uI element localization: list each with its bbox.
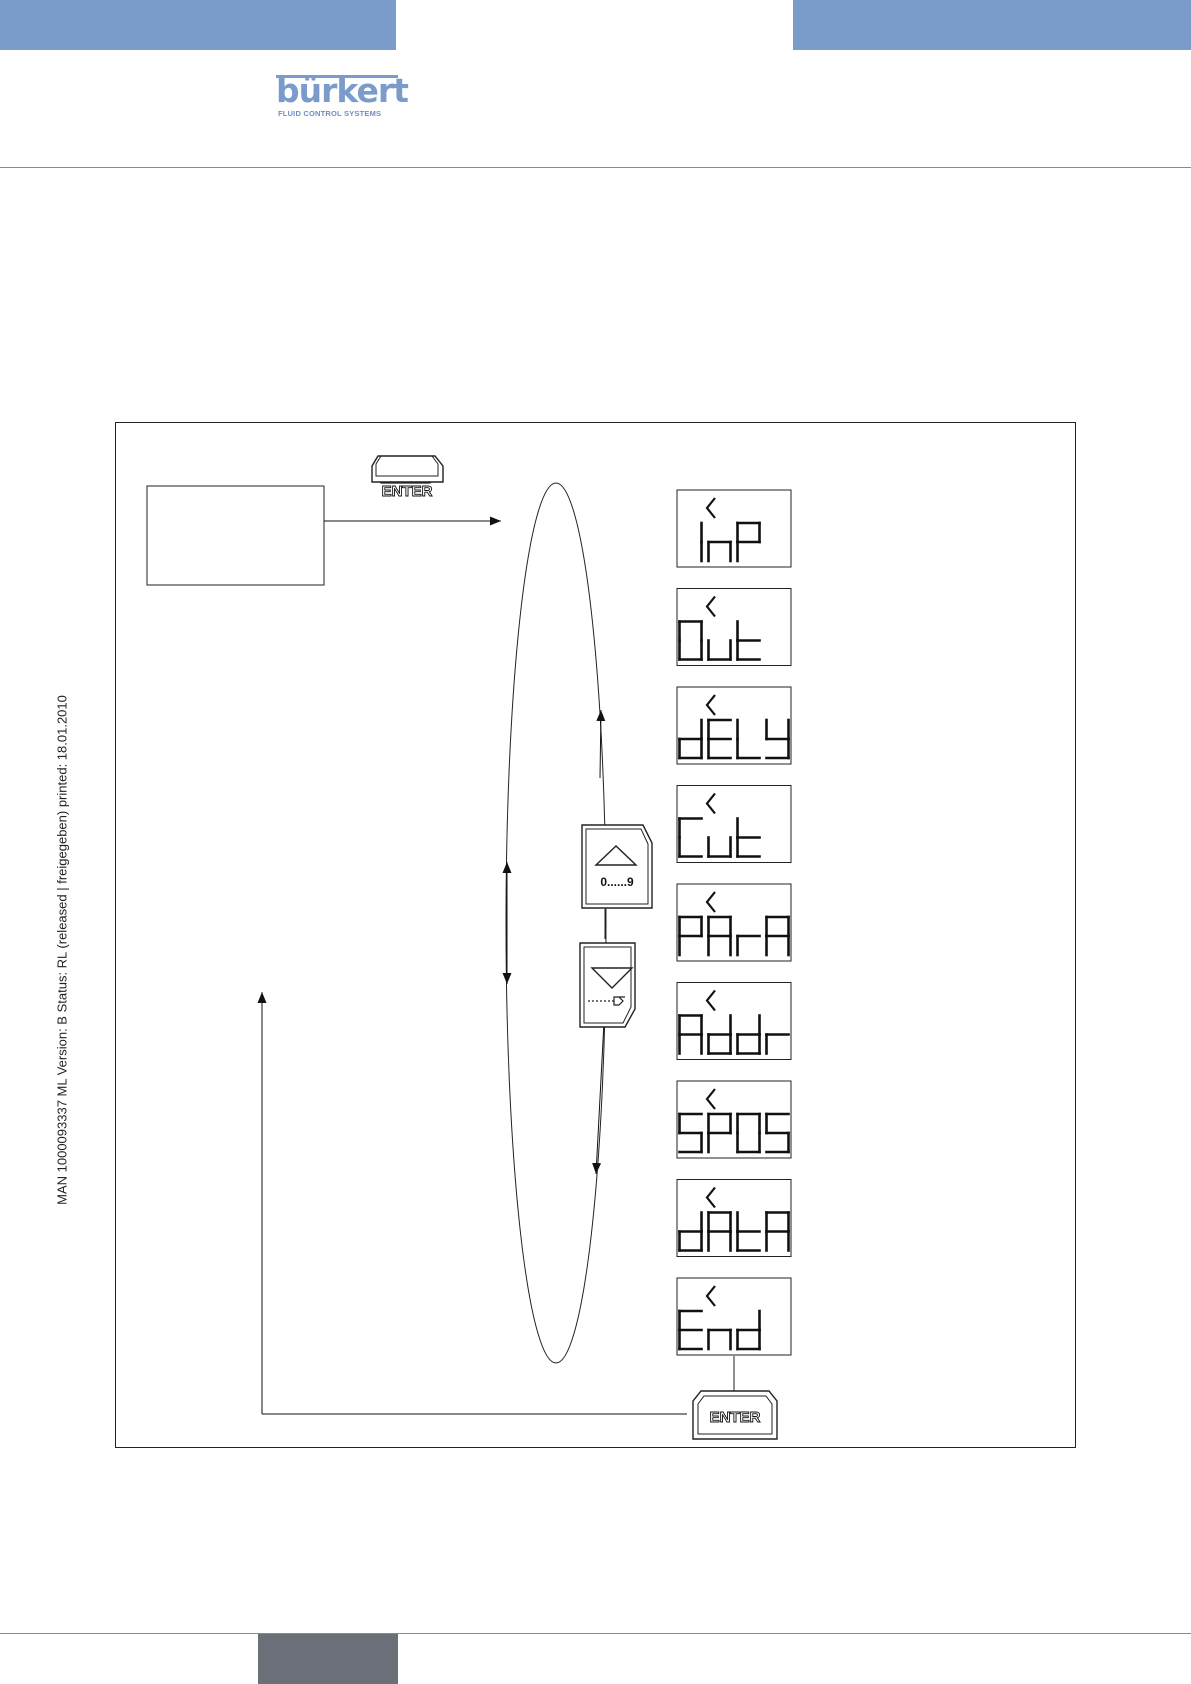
up-key-label: 0......9 [600,875,634,889]
menu-flow-diagram [115,422,1076,1448]
lcd-display-para [677,884,791,961]
lcd-display-inp [677,490,791,567]
header-divider [0,167,1191,168]
header-band-right [793,0,1191,50]
lcd-display-data [677,1180,791,1257]
document-control-text: MAN 1000093337 ML Version: B Status: RL (released | freigegeben) printed: 18.01.2010 [54,695,70,1205]
logo-tagline: FLUID CONTROL SYSTEMS [278,109,382,118]
enter-key-bottom [693,1391,777,1439]
logo-wordmark: bürkert [276,71,408,110]
header-band-left [0,0,396,50]
footer-divider [0,1633,1191,1634]
lcd-display-dely [677,687,791,764]
enter-key-bottom-label: ENTER [709,1409,761,1426]
diagram-svg [115,422,1076,1448]
start-state-box [147,486,324,585]
enter-key-top-label: ENTER [381,483,433,500]
lcd-display-addr [677,983,791,1060]
lcd-display-out [677,589,791,666]
menu-loop [506,483,606,1363]
up-key [582,825,652,908]
burkert-logo [276,71,408,120]
lcd-display-spos [677,1081,791,1158]
menu-displays [677,490,791,1355]
enter-key-top [372,456,443,500]
loop-arrow-down [596,1022,604,1174]
lcd-display-end [677,1278,791,1355]
down-key [580,943,635,1027]
footer-block [258,1634,398,1684]
lcd-display-cut [677,786,791,863]
diagram-border [116,423,1076,1448]
